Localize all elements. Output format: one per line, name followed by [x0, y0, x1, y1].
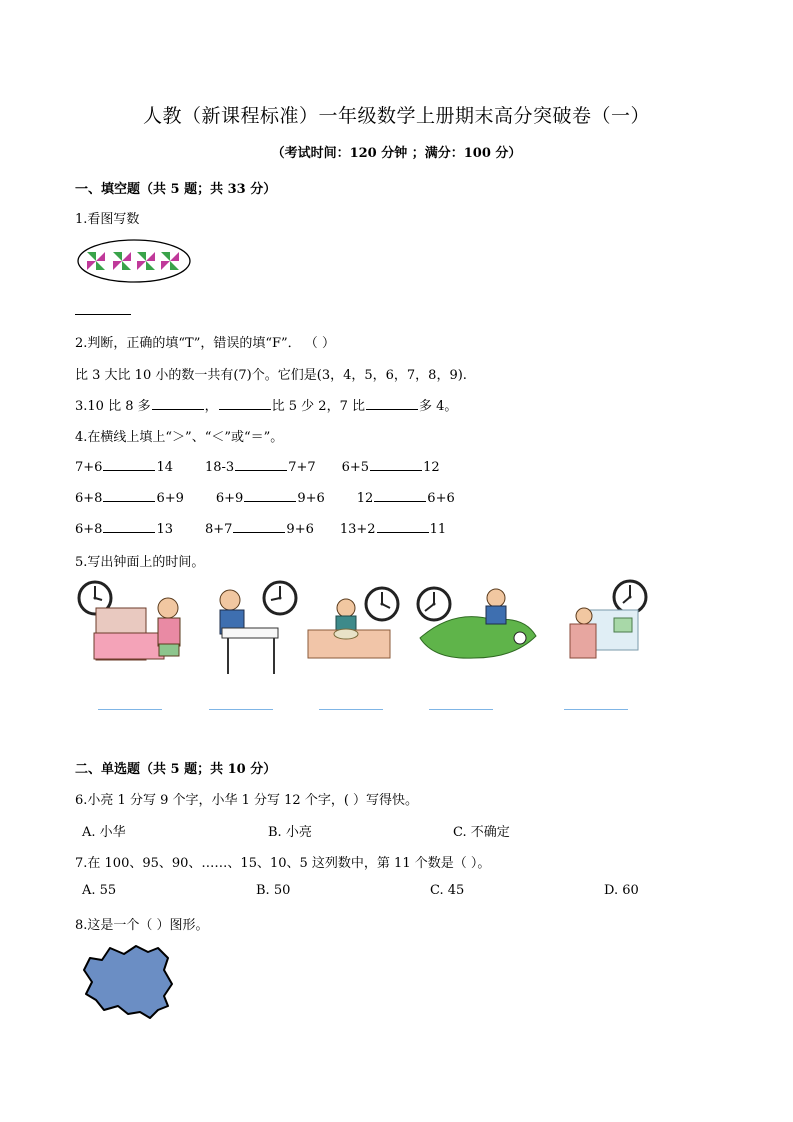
clock-scenes — [76, 578, 656, 678]
q7-option-c[interactable]: C. 45 — [430, 883, 465, 898]
q4-blank[interactable] — [374, 489, 426, 502]
q5-answer-line-2[interactable] — [209, 709, 273, 710]
page-title: 人教（新课程标准）一年级数学上册期末高分突破卷（一） — [142, 105, 650, 127]
q4-blank[interactable] — [370, 458, 422, 471]
pinwheel-icon — [161, 252, 179, 270]
question-3: 3.10 比 8 多 ， 比 5 少 2，7 比 多 4。 — [75, 399, 458, 414]
question-5: 5.写出钟面上的时间。 — [75, 555, 205, 570]
question-4: 4.在横线上填上“＞”、“＜”或“＝”。 — [75, 430, 284, 445]
q4-row-1: 7+6 14 18-3 7+7 6+5 12 — [75, 460, 440, 475]
pinwheel-icon — [137, 252, 155, 270]
q7-option-d[interactable]: D. 60 — [604, 883, 639, 898]
question-6: 6.小亮 1 分写 9 个字，小华 1 分写 12 个字，( ）写得快。 — [75, 793, 419, 808]
q4-blank[interactable] — [377, 520, 429, 533]
scene-table — [308, 588, 398, 658]
pinwheel-icon — [113, 252, 131, 270]
scene-bedroom — [79, 582, 180, 660]
q7-option-b[interactable]: B. 50 — [256, 883, 291, 898]
question-2: 2.判断，正确的填“T”，错误的填“F”． （ ） — [75, 336, 335, 351]
q4-blank[interactable] — [235, 458, 287, 471]
q5-answer-line-1[interactable] — [98, 709, 162, 710]
question-8: 8.这是一个（ ）图形。 — [75, 918, 209, 933]
q6-option-b[interactable]: B. 小亮 — [268, 825, 312, 840]
q4-blank[interactable] — [233, 520, 285, 533]
q4-row-3: 6+8 13 8+7 9+6 13+2 11 — [75, 522, 447, 537]
q4-row-2: 6+8 6+9 6+9 9+6 12 6+6 — [75, 491, 455, 506]
question-2-statement: 比 3 大比 10 小的数一共有(7)个。它们是(3，4，5，6，7，8，9). — [75, 368, 467, 383]
scene-window — [570, 581, 646, 658]
q7-option-a[interactable]: A. 55 — [82, 883, 117, 898]
q5-answer-line-5[interactable] — [564, 709, 628, 710]
section-heading-1: 一、填空题（共 5 题；共 33 分） — [75, 182, 277, 197]
q5-answer-line-4[interactable] — [429, 709, 493, 710]
q5-answer-line-3[interactable] — [319, 709, 383, 710]
q3-blank-1[interactable] — [152, 397, 204, 410]
q4-blank[interactable] — [103, 520, 155, 533]
question-1: 1.看图写数 — [75, 212, 140, 227]
exam-info: （考试时间：120 分钟 ；满分：100 分） — [271, 146, 522, 161]
irregular-shape — [80, 940, 176, 1022]
q4-blank[interactable] — [103, 458, 155, 471]
pinwheel-icon — [87, 252, 105, 270]
q6-option-a[interactable]: A. 小华 — [82, 825, 126, 840]
q4-blank[interactable] — [103, 489, 155, 502]
question-7: 7.在 100、95、90、……、15、10、5 这列数中，第 11 个数是（ ）。 — [75, 856, 491, 871]
q1-answer-line[interactable] — [75, 314, 131, 315]
q3-blank-3[interactable] — [366, 397, 418, 410]
scene-park — [418, 588, 536, 658]
q4-blank[interactable] — [244, 489, 296, 502]
q3-blank-2[interactable] — [219, 397, 271, 410]
section-heading-2: 二、单选题（共 5 题；共 10 分） — [75, 762, 277, 777]
q6-option-c[interactable]: C. 不确定 — [453, 825, 510, 840]
scene-desk — [220, 582, 296, 674]
pinwheels-picture — [76, 237, 192, 285]
